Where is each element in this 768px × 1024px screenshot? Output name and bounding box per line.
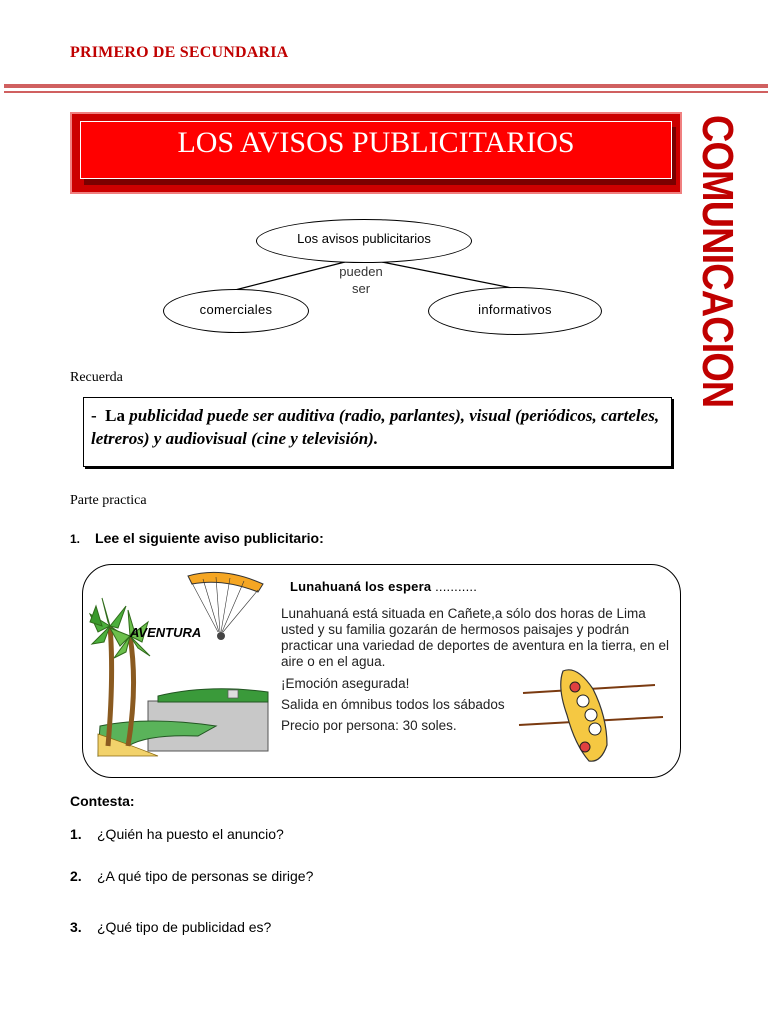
practice-question: [70, 530, 324, 546]
diagram-node-informativos: informativos: [428, 287, 602, 335]
practice-label: Parte practica: [70, 493, 147, 508]
recuerda-prefix: La: [105, 406, 126, 425]
question-3: [70, 919, 271, 935]
recuerda-bullet: -: [91, 406, 97, 425]
question-1-number: 1.: [70, 826, 82, 842]
connector-word-1: pueden: [339, 264, 383, 279]
recuerda-body: publicidad puede ser auditiva (radio, parlantes), visual (periódicos, carteles, letreros) y audiovisual (cine y televisión).: [91, 406, 660, 448]
question-3-number: 3.: [70, 919, 82, 935]
ad-illustration-beach: [88, 566, 278, 766]
recuerda-text: [91, 404, 665, 450]
question-1: [70, 826, 284, 842]
diagram-connector-label: [330, 263, 392, 297]
subject-vertical-label: COMUNICACION: [693, 115, 742, 408]
question-2-text: ¿A qué tipo de personas se dirige?: [97, 868, 314, 884]
diagram-root-node: Los avisos publicitarios: [256, 219, 472, 263]
connector-left: [235, 262, 345, 290]
ad-line-exclaim: ¡Emoción asegurada!: [281, 676, 410, 691]
diagram-node-comerciales: comerciales: [163, 289, 309, 333]
practice-question-number: 1.: [70, 532, 81, 546]
ad-line-price: Precio por persona: 30 soles.: [281, 718, 457, 733]
question-2: [70, 868, 313, 884]
practice-question-text: Lee el siguiente aviso publicitario:: [95, 530, 324, 546]
hill: [158, 689, 268, 702]
page-title: LOS AVISOS PUBLICITARIOS: [177, 126, 575, 159]
paraglider-pilot: [217, 632, 225, 640]
ad-title: [290, 579, 477, 594]
ad-body: [281, 606, 701, 734]
ad-line-location: Lunahuaná está situada en Cañete,a sólo dos horas de Lima: [281, 606, 646, 621]
connector-right: [382, 262, 512, 288]
ad-title-dots: ...........: [431, 579, 478, 594]
grade-label: PRIMERO DE SECUNDARIA: [70, 44, 289, 61]
ad-tag: AVENTURA: [130, 625, 202, 640]
question-3-text: ¿Qué tipo de publicidad es?: [97, 919, 272, 935]
ad-title-text: Lunahuaná los espera: [290, 579, 432, 594]
recuerda-label: Recuerda: [70, 370, 123, 385]
question-1-text: ¿Quién ha puesto el anuncio?: [97, 826, 284, 842]
ad-line-description: usted y su familia gozarán de hermosos paisajes y podrán practicar una variedad de deportes de aventura en la tierra, en el aire o en el agua.: [281, 622, 669, 669]
connector-word-2: ser: [351, 281, 371, 296]
paraglider-canopy: [188, 572, 263, 592]
question-2-number: 2.: [70, 868, 82, 884]
building: [228, 690, 238, 698]
contesta-label: Contesta:: [70, 793, 135, 809]
ad-line-departure: Salida en ómnibus todos los sábados: [281, 697, 505, 712]
diagram-connectors: [0, 0, 768, 408]
